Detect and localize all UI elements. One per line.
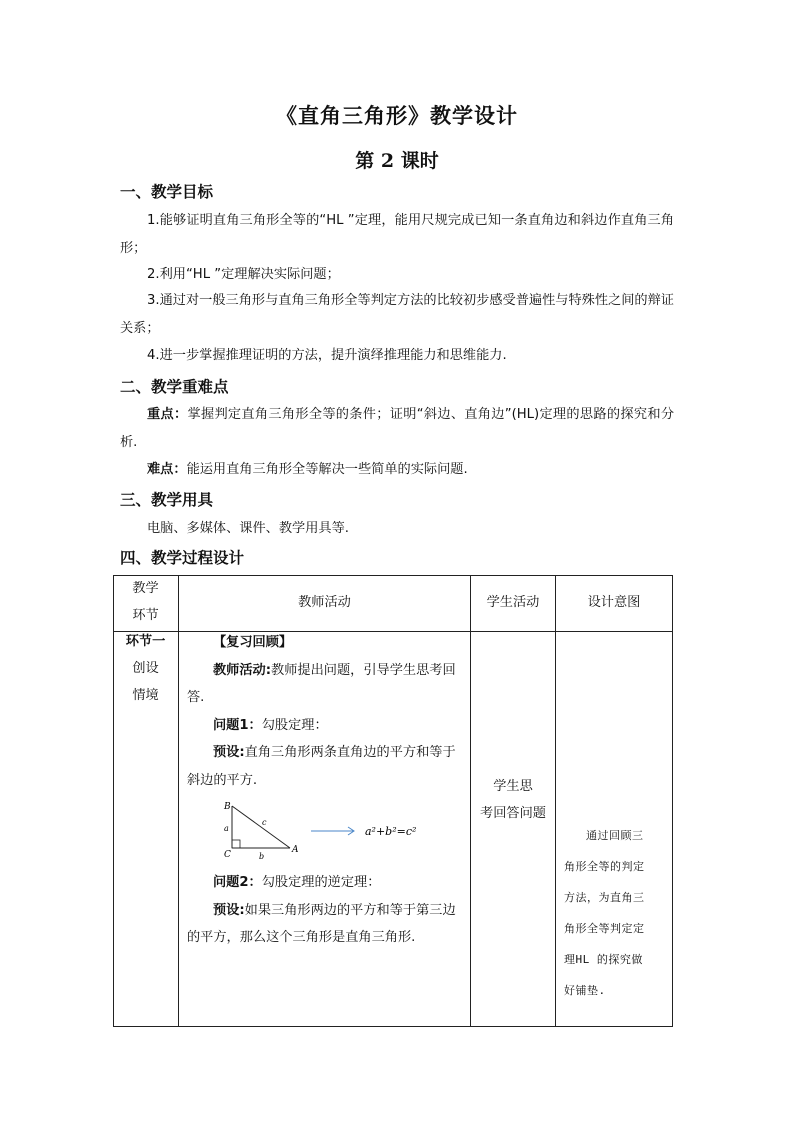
objective-item: 2.利用“HL ”定理解决实际问题； — [147, 267, 340, 282]
stage-line: 创设 — [132, 661, 159, 676]
design-intent-line: 好铺垫. — [564, 984, 606, 997]
preset1-text: 直角三角形两条直角边的平方和等于斜边的平方. — [187, 745, 456, 788]
stage-label: 环节一 — [125, 634, 166, 649]
side-a-label: a — [224, 824, 229, 833]
question1-label: 问题1： — [213, 717, 262, 733]
stage-line: 情境 — [132, 688, 159, 703]
pythagorean-triangle-figure — [220, 798, 440, 864]
header-student-activity: 学生活动 — [486, 595, 540, 610]
objective-item: 4.进一步掌握推理证明的方法，提升演绎推理能力和思维能力. — [147, 348, 507, 363]
process-table — [113, 575, 673, 1027]
document-subtitle: 第 2 课时 — [355, 150, 439, 172]
header-stage — [113, 575, 178, 629]
design-intent-line: 通过回顾三 — [586, 829, 644, 842]
preset1-label: 预设: — [213, 745, 245, 760]
question1-text: 勾股定理： — [261, 717, 328, 733]
preset1-line — [187, 739, 463, 794]
question2-label: 问题2： — [213, 875, 262, 890]
design-intent-line: 理HL 的探究做 — [564, 953, 643, 966]
table-column-divider — [178, 575, 179, 1027]
document-title: 《直角三角形》教学设计 — [276, 103, 518, 128]
design-intent-line: 角形全等判定定 — [564, 922, 645, 935]
review-tag-text: 【复习回顾】 — [213, 635, 293, 650]
teacher-activity-text: 教师提出问题，引导学生思考回答. — [187, 662, 456, 705]
section-heading-tools: 三、教学用具 — [120, 491, 214, 509]
right-angle-marker — [232, 840, 240, 848]
design-intent-line: 方法，为直角三 — [564, 891, 645, 904]
student-activity-line: 考回答问题 — [480, 806, 546, 821]
preset2-label: 预设: — [213, 902, 245, 918]
vertex-a-label: A — [292, 845, 299, 855]
section-heading-key-points: 二、教学重难点 — [120, 378, 229, 396]
design-intent-cell — [564, 820, 668, 1006]
teacher-activity-cell-continued — [187, 869, 463, 952]
table-column-divider — [555, 575, 556, 1027]
table-border-bottom — [113, 1026, 673, 1027]
side-c-label: c — [262, 818, 267, 827]
header-teacher-activity: 教师活动 — [298, 595, 351, 610]
teacher-activity-line — [187, 657, 463, 712]
teacher-activity-cell — [187, 629, 463, 794]
objective-item: 1.能够证明直角三角形全等的“HL ”定理，能用尺规完成已知一条直角边和斜边作直角三角形； — [120, 213, 674, 256]
question2-line — [187, 869, 463, 897]
side-b-label: b — [259, 852, 265, 861]
header-design-intent: 设计意图 — [587, 595, 641, 610]
header-stage-line: 教学 — [132, 581, 159, 596]
key-point-text: 掌握判定直角三角形全等的条件；证明“斜边、直角边”(HL)定理的思路的探究和分析. — [120, 407, 675, 450]
stage-cell — [113, 628, 178, 709]
pythagorean-formula: a²+b²=c² — [365, 825, 417, 838]
difficulty-text: 能运用直角三角形全等解决一些简单的实际问题. — [186, 462, 468, 477]
student-activity-line: 学生思 — [493, 779, 533, 794]
difficulty-label: 难点： — [147, 462, 187, 477]
question1-line — [187, 712, 463, 740]
review-tag — [187, 629, 463, 657]
key-point-paragraph — [120, 401, 674, 457]
key-point-label: 重点： — [147, 407, 188, 422]
student-activity-cell — [471, 773, 555, 827]
teacher-activity-label: 教师活动: — [213, 662, 272, 678]
preset2-line — [187, 897, 463, 952]
objective-item: 3.通过对一般三角形与直角三角形全等判定方法的比较初步感受普遍性与特殊性之间的辩证关系； — [120, 293, 674, 336]
vertex-b-label: B — [224, 802, 231, 812]
question2-text: 勾股定理的逆定理： — [261, 875, 381, 890]
design-intent-line: 角形全等的判定 — [564, 860, 645, 873]
vertex-c-label: C — [224, 850, 231, 860]
table-border-right — [672, 575, 673, 1027]
section-heading-objectives: 一、教学目标 — [120, 183, 214, 201]
preset2-text: 如果三角形两边的平方和等于第三边的平方，那么这个三角形是直角三角形. — [187, 902, 456, 945]
header-stage-line: 环节 — [132, 608, 159, 623]
triangle-side-c — [232, 806, 290, 848]
table-border-top — [113, 575, 673, 576]
difficulty-paragraph — [120, 456, 674, 484]
section-heading-process: 四、教学过程设计 — [120, 549, 245, 567]
tools-text: 电脑、多媒体、课件、教学用具等. — [147, 521, 350, 536]
